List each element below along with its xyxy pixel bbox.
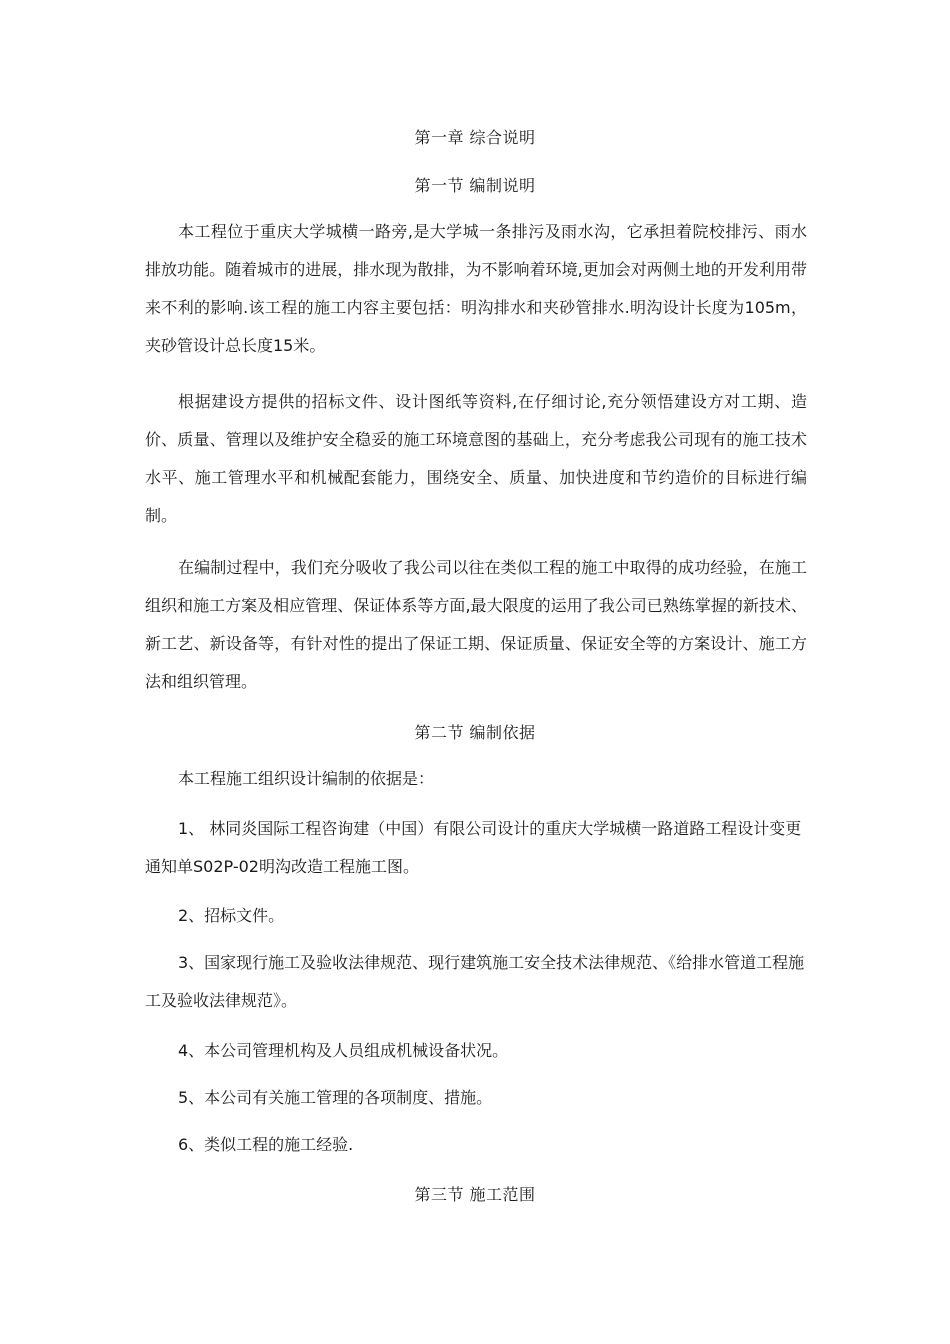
basis-item-2: 2、招标文件。 [178, 906, 285, 925]
chapter-title: 第一章 综合说明 [414, 128, 536, 147]
section-1-paragraph-2: 根据建设方提供的招标文件、设计图纸等资料,在仔细讨论,充分领悟建设方对工期、造价、质量、管理以及维护安全稳妥的施工环境意图的基础上，充分考虑我公司现有的施工技术水平、施工管理水平和机械配套能力，围绕安全、质量、加快进度和节约造价的目标进行编制。 [145, 392, 807, 525]
basis-item-3: 3、国家现行施工及验收法律规范、现行建筑施工安全技术法律规范、《给排水管道工程施工及验收法律规范》。 [145, 953, 805, 1010]
section-1-paragraph-3: 在编制过程中，我们充分吸收了我公司以往在类似工程的施工中取得的成功经验，在施工组织和施工方案及相应管理、保证体系等方面,最大限度的运用了我公司已熟练掌握的新技术、新工艺、新设备等，有针对性的提出了保证工期、保证质量、保证安全等的方案设计、施工方法和组织管理。 [145, 558, 807, 691]
basis-item-5: 5、本公司有关施工管理的各项制度、措施。 [178, 1088, 493, 1107]
section-2-intro: 本工程施工组织设计编制的依据是： [178, 769, 435, 788]
basis-item-1: 1、 林同炎国际工程咨询建（中国）有限公司设计的重庆大学城横一路道路工程设计变更通知单S02P-02明沟改造工程施工图。 [145, 819, 802, 876]
basis-item-6: 6、类似工程的施工经验. [178, 1135, 354, 1154]
section-2-title: 第二节 编制依据 [414, 723, 536, 742]
section-3-title: 第三节 施工范围 [414, 1185, 536, 1204]
section-1-title: 第一节 编制说明 [414, 176, 536, 195]
basis-item-4: 4、本公司管理机构及人员组成机械设备状况。 [178, 1041, 509, 1060]
section-1-paragraph-1: 本工程位于重庆大学城横一路旁,是大学城一条排污及雨水沟，它承担着院校排污、雨水排放功能。随着城市的进展，排水现为散排，为不影响着环境,更加会对两侧土地的开发利用带来不利的影响.该工程的施工内容主要包括：明沟排水和夹砂管排水.明沟设计长度为105m，夹砂管设计总长度15米。 [145, 222, 807, 355]
